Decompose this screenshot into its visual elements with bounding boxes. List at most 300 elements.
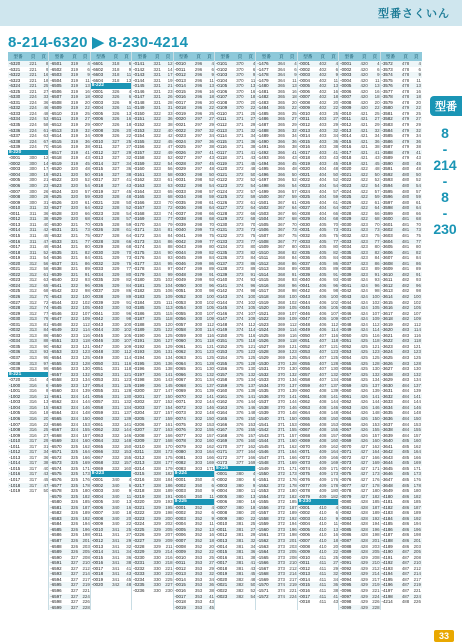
- model-number: -0189: [133, 327, 145, 333]
- index-ref: 67: [43, 138, 49, 144]
- page-ref: 297: [194, 116, 203, 122]
- page-ref: 326: [112, 116, 120, 122]
- page-ref: 366: [277, 144, 285, 150]
- model-number: -0060: [298, 388, 310, 394]
- index-column: [174, 52, 215, 610]
- index-ref: 153: [82, 421, 90, 427]
- index-ref: 155: [413, 427, 421, 433]
- model-number: -0074: [174, 416, 186, 421]
- index-ref: 132: [82, 371, 90, 377]
- model-number: -0047: [91, 343, 104, 349]
- index-ref: 18: [84, 94, 90, 100]
- model-number: -0009: [298, 105, 310, 111]
- page-ref: 312: [29, 305, 37, 311]
- model-number: -3630: [381, 382, 393, 388]
- index-ref: 32: [209, 571, 214, 577]
- model-number: -0035: [9, 343, 21, 349]
- index-ref: 52: [250, 177, 256, 183]
- page-ref: 374: [236, 327, 244, 333]
- page-ref: 380: [236, 493, 244, 499]
- side-tab[interactable]: 型番: [430, 96, 462, 116]
- index-ref: 18: [43, 77, 49, 83]
- model-number: -0067: [91, 454, 104, 460]
- page-ref: 322: [153, 144, 161, 150]
- page-ref: 323: [70, 371, 79, 377]
- model-number: -0155: [215, 360, 228, 366]
- index-ref: 50: [333, 171, 339, 177]
- page-ref: 423: [360, 221, 368, 227]
- index-ref: 80: [374, 244, 380, 250]
- model-number: -0024: [9, 282, 21, 288]
- index-ref: 20: [250, 510, 256, 516]
- model-number: -1004: [9, 404, 21, 410]
- model-number: -3629: [381, 377, 393, 383]
- index-ref: 23: [167, 88, 173, 94]
- model-number: -0006: [174, 532, 186, 538]
- index-ref: 82: [291, 249, 297, 255]
- page-ref: 321: [153, 77, 161, 83]
- model-number: -0185: [133, 305, 145, 311]
- model-number: -0129: [215, 216, 228, 222]
- model-number: -6543: [50, 293, 62, 299]
- page-ref: 330: [112, 310, 120, 316]
- index-ref: 147: [165, 388, 173, 394]
- page-ref: 424: [360, 321, 368, 327]
- page-ref: 486: [401, 532, 410, 538]
- index-ref: 134: [165, 354, 173, 360]
- index-ref: 208: [82, 554, 90, 560]
- index-ref: 20: [43, 416, 49, 421]
- model-number: -0054: [91, 382, 104, 388]
- index-ref: 166: [372, 454, 380, 460]
- page-ref: 409: [319, 477, 327, 483]
- page-ref: 427: [360, 493, 368, 499]
- index-ref: 205: [413, 549, 421, 555]
- page-ref: 367: [277, 210, 285, 216]
- model-number: -3621: [381, 332, 393, 338]
- model-number: -6519: [50, 160, 62, 166]
- page-ref: 375: [236, 382, 244, 388]
- model-number: -0025: [174, 144, 186, 150]
- model-number: -0037: [298, 260, 310, 266]
- page-ref: 298: [194, 171, 203, 177]
- model-number: -1489: [257, 133, 269, 139]
- model-number: -0001: [91, 88, 104, 94]
- model-number: -0032: [91, 260, 104, 266]
- page-ref: 329: [153, 504, 161, 510]
- model-number: -0152: [133, 122, 145, 128]
- page-ref: 372: [236, 166, 244, 172]
- column-header-index: 頁: [289, 53, 295, 59]
- index-ref: 114: [206, 327, 214, 333]
- page-ref: 340: [112, 488, 120, 494]
- page-ref: 422: [360, 210, 368, 216]
- model-number: -0017: [340, 149, 352, 155]
- index-ref: 52: [43, 249, 49, 255]
- page-ref: 302: [194, 427, 203, 433]
- index-ref: 163: [165, 427, 173, 433]
- page-ref: 323: [70, 332, 79, 338]
- index-ref: 107: [330, 310, 339, 316]
- column-header-model: 型番: [385, 53, 396, 59]
- page-ref: 421: [360, 138, 368, 144]
- page-ref: 405: [319, 249, 327, 255]
- model-number: -3646: [381, 471, 393, 477]
- page-ref: 303: [194, 454, 203, 460]
- page-ref: 371: [277, 432, 285, 438]
- index-ref: 160: [123, 465, 132, 471]
- model-number: -0055: [298, 360, 310, 366]
- page-ref: 367: [277, 238, 285, 244]
- model-number: -0108: [215, 99, 228, 105]
- model-number: -3597: [381, 199, 393, 205]
- page-ref: 299: [194, 238, 203, 244]
- index-ref: 11: [416, 77, 421, 83]
- index-ref: 54: [250, 183, 256, 189]
- page-ref: 341: [112, 526, 120, 532]
- page-ref: 407: [319, 338, 327, 344]
- page-ref: 297: [194, 133, 203, 139]
- index-ref: 48: [250, 166, 256, 172]
- index-ref: 45: [126, 188, 132, 194]
- index-ref: 130: [248, 366, 256, 372]
- index-ref: 105: [289, 305, 297, 311]
- index-ref: 45: [250, 160, 256, 166]
- index-ref: 115: [165, 310, 173, 316]
- model-number: -0075: [174, 421, 186, 427]
- index-ref: 134: [82, 377, 90, 383]
- model-number: -1551: [257, 477, 269, 483]
- model-number: -0006: [215, 499, 228, 505]
- index-ref: 57: [250, 188, 256, 194]
- model-number: -0010: [298, 554, 310, 560]
- model-number: -1532: [257, 371, 269, 377]
- index-ref: 45: [250, 571, 256, 577]
- page-ref: 326: [112, 99, 120, 105]
- page-ref: 482: [401, 321, 410, 327]
- page-ref: 317: [29, 465, 37, 471]
- page-ref: 375: [236, 349, 244, 355]
- page-ref: 325: [70, 488, 79, 494]
- model-number: -0014: [91, 549, 104, 555]
- index-ref: 11: [85, 77, 90, 83]
- index-ref: 23: [43, 183, 49, 189]
- index-ref: 50: [250, 171, 256, 177]
- index-ref: 6: [87, 66, 90, 72]
- model-number: -0033: [298, 238, 310, 244]
- page-ref: 428: [360, 538, 368, 544]
- page-ref: 319: [70, 99, 79, 105]
- index-ref: 73: [416, 227, 421, 233]
- column-header-model: 型番: [13, 53, 23, 59]
- index-ref: 61: [167, 177, 173, 183]
- model-number: -0019: [91, 576, 104, 582]
- index-ref: 6: [252, 477, 256, 483]
- page-ref: 372: [277, 493, 285, 499]
- model-number: -0187: [133, 316, 145, 322]
- model-number: -0043: [91, 321, 104, 327]
- page-ref: 380: [236, 504, 244, 510]
- model-number: -0149: [215, 327, 228, 333]
- page-ref: 224: [29, 99, 37, 105]
- model-number: -0005: [91, 110, 104, 116]
- page-ref: 406: [319, 282, 327, 288]
- index-ref: 155: [330, 427, 339, 433]
- page-ref: 341: [112, 532, 120, 538]
- index-ref: 6: [294, 66, 297, 72]
- index-ref: 225: [165, 576, 173, 582]
- model-number: -0008: [340, 99, 352, 105]
- model-number: -0232: [133, 565, 145, 571]
- page-header-title: 型番さくいん: [378, 8, 450, 20]
- index-ref: 36: [43, 454, 49, 460]
- index-ref: 16: [209, 532, 214, 538]
- model-number: -0061: [174, 343, 186, 349]
- page-ref: 322: [153, 160, 161, 166]
- page-ref: 374: [236, 316, 244, 322]
- page-ref: 350: [194, 482, 203, 488]
- index-ref: 32: [291, 127, 297, 133]
- page-ref: 321: [153, 94, 161, 100]
- index-ref: 150: [165, 393, 173, 399]
- index-ref: 54: [126, 210, 132, 216]
- model-number: -3644: [381, 460, 393, 466]
- page-ref: 328: [153, 471, 161, 477]
- model-number: -1568: [257, 571, 269, 577]
- page-ref: 327: [112, 138, 120, 144]
- model-number: -0078: [298, 488, 310, 494]
- page-ref: 371: [277, 438, 285, 444]
- model-number: -3606: [381, 249, 393, 255]
- page-ref: 329: [112, 271, 120, 277]
- index-ref: 96: [333, 282, 339, 288]
- index-ref: 86: [250, 260, 256, 266]
- index-ref: 162: [248, 443, 256, 449]
- index-ref: 13: [291, 83, 297, 89]
- model-number: -6578: [50, 488, 62, 494]
- model-number: -1498: [257, 183, 269, 189]
- index-ref: 208: [372, 554, 380, 560]
- model-number: -0202: [133, 399, 145, 405]
- index-ref: 38: [333, 587, 339, 593]
- index-ref: 216: [165, 554, 173, 560]
- page-ref: 408: [319, 410, 327, 416]
- page-ref: 373: [236, 232, 244, 238]
- index-ref: 32: [250, 538, 256, 544]
- model-number: -0053: [174, 299, 186, 305]
- page-ref: 364: [277, 66, 285, 72]
- page-ref: 408: [319, 432, 327, 438]
- page-ref: 325: [153, 321, 161, 327]
- index-ref: 25: [84, 110, 90, 116]
- index-ref: 192: [82, 515, 90, 521]
- index-ref: 36: [84, 138, 90, 144]
- model-number: -0109: [215, 105, 228, 111]
- index-ref: 182: [372, 493, 380, 499]
- model-number: -0201: [133, 393, 145, 399]
- model-number: -6324: [9, 83, 21, 89]
- page-ref: 380: [236, 477, 244, 483]
- page-ref: 407: [319, 349, 327, 355]
- model-number: -0123: [215, 183, 228, 189]
- page-ref: 324: [153, 227, 161, 233]
- index-ref: 36: [291, 138, 297, 144]
- index-ref: 38: [209, 144, 214, 150]
- page-ref: 402: [319, 83, 327, 89]
- page-ref: 486: [401, 526, 410, 532]
- model-number: -0141: [133, 61, 145, 66]
- page-ref: 303: [194, 465, 203, 471]
- model-number: -6594: [50, 576, 62, 582]
- index-ref: 33: [43, 94, 49, 100]
- index-ref: 125: [372, 354, 380, 360]
- page-ref: 322: [70, 293, 79, 299]
- index-ref: 155: [289, 427, 297, 433]
- index-ref: 155: [372, 427, 380, 433]
- model-number: -0164: [215, 410, 228, 416]
- index-ref: 18: [126, 510, 132, 516]
- index-ref: 93: [43, 349, 49, 355]
- page-ref: 420: [360, 66, 368, 72]
- index-ref: 48: [84, 166, 90, 172]
- index-ref: 96: [209, 282, 214, 288]
- model-number: -0001: [340, 61, 352, 66]
- index-ref: 182: [330, 493, 339, 499]
- index-ref: 32: [416, 127, 421, 133]
- model-number: -6601: [91, 61, 104, 66]
- page-ref: 224: [29, 122, 37, 128]
- index-ref: 146: [413, 404, 421, 410]
- index-ref: 77: [291, 238, 297, 244]
- index-ref: 196: [289, 526, 297, 532]
- page-ref: 327: [70, 560, 79, 566]
- index-ref: 180: [413, 488, 421, 494]
- page-ref: 365: [277, 116, 285, 122]
- model-number: -0024: [174, 138, 186, 144]
- index-ref: 98: [416, 288, 421, 294]
- index-ref: 157: [248, 432, 256, 438]
- index-ref: 4: [211, 504, 214, 510]
- model-number: -6536: [50, 255, 62, 261]
- index-ref: 66: [250, 210, 256, 216]
- page-ref: 340: [112, 499, 120, 505]
- page-ref: 408: [319, 388, 327, 394]
- model-number: -0086: [340, 532, 352, 538]
- index-ref: 4: [335, 61, 339, 66]
- model-number: -6542: [50, 288, 62, 294]
- page-ref: 368: [277, 288, 285, 294]
- index-ref: 164: [206, 449, 214, 455]
- index-ref: 31: [43, 443, 49, 449]
- model-number: -0022: [91, 205, 104, 211]
- model-number: -1563: [257, 543, 269, 549]
- index-ref: 9: [211, 515, 214, 521]
- index-ref: 27: [333, 560, 339, 566]
- model-number: -0017: [298, 149, 310, 155]
- index-ref: 105: [82, 305, 90, 311]
- index-ref: 27: [209, 560, 214, 566]
- page-ref: 484: [401, 416, 410, 421]
- model-number: -6552: [50, 343, 62, 349]
- page-ref: 330: [153, 565, 161, 571]
- model-number: -0016: [340, 144, 352, 150]
- index-ref: 61: [43, 127, 49, 133]
- model-number: -0009: [9, 199, 21, 205]
- index-ref: 43: [333, 155, 339, 161]
- page-ref: 370: [236, 99, 244, 105]
- index-ref: 132: [372, 371, 380, 377]
- index-ref: 64: [416, 205, 421, 211]
- model-number: -0061: [298, 393, 310, 399]
- page-ref: 366: [277, 177, 285, 183]
- index-ref: 116: [124, 360, 132, 366]
- model-number: -0011: [9, 210, 20, 216]
- page-ref: 427: [360, 482, 368, 488]
- index-ref: 77: [126, 266, 132, 272]
- model-number: -0015: [298, 582, 310, 588]
- index-ref: 155: [206, 427, 214, 433]
- page-ref: 221: [29, 83, 37, 89]
- page-ref: 428: [360, 526, 368, 532]
- index-ref: 114: [331, 327, 339, 333]
- index-ref: 22: [209, 549, 214, 555]
- page-ref: 317: [29, 449, 37, 455]
- index-ref: 32: [250, 127, 256, 133]
- page-ref: 302: [194, 404, 203, 410]
- index-ref: 150: [413, 416, 421, 421]
- index-ref: 137: [206, 382, 214, 388]
- page-ref: 405: [319, 221, 327, 227]
- page-ref: 342: [112, 582, 120, 588]
- page-ref: 312: [29, 299, 37, 305]
- page-ref: 425: [360, 371, 368, 377]
- index-ref: 72: [167, 205, 173, 211]
- model-number: -6598: [50, 599, 62, 605]
- index-ref: 61: [250, 199, 256, 205]
- table-row: [8, 488, 48, 494]
- model-number: -0016: [174, 94, 186, 100]
- index-ref: 182: [413, 493, 421, 499]
- model-number: -0018: [298, 599, 310, 605]
- page-ref: 332: [112, 438, 120, 444]
- index-ref: 20: [250, 99, 256, 105]
- model-number: -0065: [91, 443, 104, 449]
- page-ref: 369: [277, 338, 285, 344]
- model-number: -0121: [215, 171, 228, 177]
- model-number: -1494: [257, 160, 269, 166]
- index-ref: 123: [248, 349, 256, 355]
- index-ref: 84: [209, 255, 214, 261]
- model-number: -0229: [133, 549, 145, 555]
- page-ref: 319: [70, 160, 79, 166]
- index-ref: 68: [374, 216, 380, 222]
- page-ref: 421: [360, 149, 368, 155]
- page-ref: 326: [112, 122, 120, 128]
- page-ref: 481: [401, 221, 410, 227]
- page-ref: 484: [401, 410, 410, 416]
- page-ref: 478: [401, 94, 410, 100]
- index-ref: 121: [413, 343, 421, 349]
- model-number: -0037: [174, 210, 186, 216]
- model-number: -0054: [174, 305, 186, 311]
- table-row: [381, 599, 422, 605]
- page-ref: 425: [360, 349, 368, 355]
- index-ref: 6: [252, 66, 256, 72]
- model-number: -0039: [340, 271, 352, 277]
- page-ref: 331: [112, 404, 120, 410]
- page-ref: 321: [70, 255, 79, 261]
- model-number: -0018: [91, 571, 104, 577]
